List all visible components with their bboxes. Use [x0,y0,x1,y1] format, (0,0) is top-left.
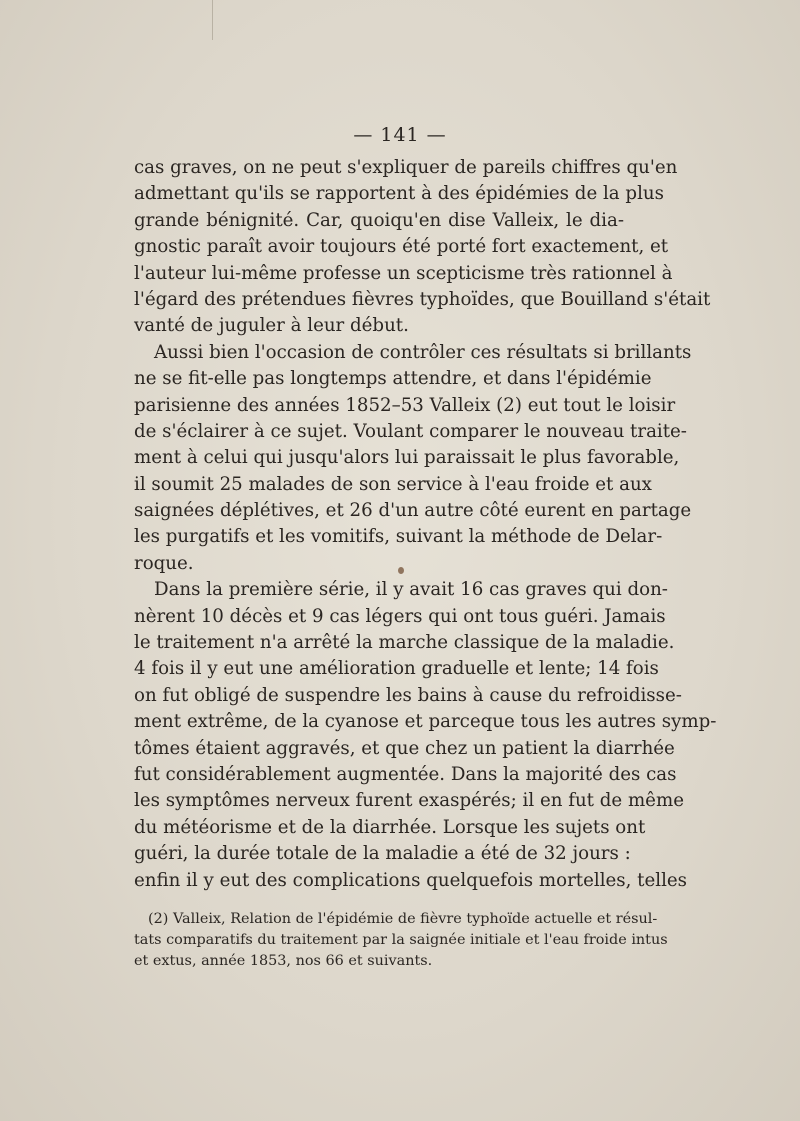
footnote-line: (2) Valleix, Relation de l'épidémie de fièvre typhoïde actuelle et résul- [148,911,658,927]
text-line: ment extrême, de la cyanose et parceque tous les autres symp- [134,711,717,733]
text-line: Dans la première série, il y avait 16 cas graves qui don- [154,579,668,601]
text-line: grande bénignité. Car, quoiqu'en dise Valleix, le dia- [134,209,624,231]
text-line: vanté de juguler à leur début. [134,315,409,337]
text-line: gnostic paraît avoir toujours été porté fort exactement, et [134,236,669,258]
text-line: il soumit 25 malades de son service à l'eau froide et aux [134,473,652,495]
ink-spot [398,567,404,574]
text-line: du météorisme et de la diarrhée. Lorsque les sujets ont [134,816,646,838]
text-line: saignées déplétives, et 26 d'un autre côté eurent en partage [134,500,692,522]
text-line: on fut obligé de suspendre les bains à cause du refroidisse- [134,684,682,706]
footnote [134,909,668,972]
text-line: ne se fit-elle pas longtemps attendre, et dans l'épidémie [134,368,652,390]
text-line: l'égard des prétendues fièvres typhoïdes, que Bouilland s'était [134,288,711,310]
text-line: les symptômes nerveux furent exaspérés; il en fut de même [134,790,684,812]
footnote-line: et extus, année 1853, nos 66 et suivants. [134,953,433,969]
text-line: tômes étaient aggravés, et que chez un patient la diarrhée [134,737,675,759]
text-line: ment à celui qui jusqu'alors lui paraissait le plus favorable, [134,447,680,469]
text-line: fut considérablement augmentée. Dans la majorité des cas [134,763,677,785]
text-line: enfin il y eut des complications quelquefois mortelles, telles [134,869,687,891]
text-line: cas graves, on ne peut s'expliquer de pareils chiffres qu'en [134,157,678,178]
text-line: 4 fois il y eut une amélioration graduelle et lente; 14 fois [134,658,659,680]
page-edge-mark [212,0,213,40]
page-number: — 141 — [353,124,447,146]
text-line: roque. [134,552,194,574]
footnote-line: tats comparatifs du traitement par la saignée initiale et l'eau froide intus [134,932,668,948]
text-line: l'auteur lui-même professe un scepticisme très rationnel à [134,262,673,284]
text-line: Aussi bien l'occasion de contrôler ces résultats si brillants [154,341,692,363]
text-line: guéri, la durée totale de la maladie a été de 32 jours : [134,843,631,865]
text-line: nèrent 10 décès et 9 cas légers qui ont tous guéri. Jamais [134,605,666,627]
text-line: le traitement n'a arrêté la marche classique de la maladie. [134,632,675,654]
text-line: parisienne des années 1852–53 Valleix (2) eut tout le loisir [134,394,676,416]
text-line: de s'éclairer à ce sujet. Voulant comparer le nouveau traite- [134,420,687,442]
text-line: les purgatifs et les vomitifs, suivant la méthode de Delar- [134,526,663,548]
text-line: admettant qu'ils se rapportent à des épidémies de la plus [134,183,664,205]
body-text [134,155,717,894]
